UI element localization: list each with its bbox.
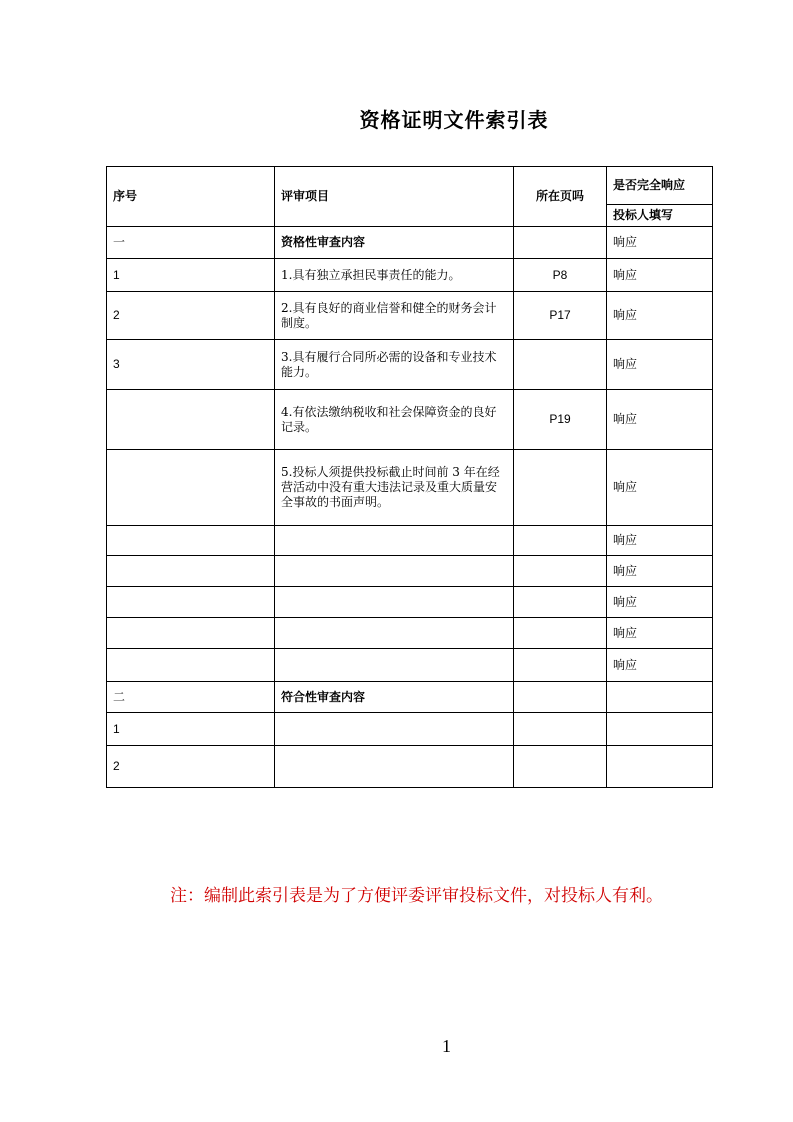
response-cell: 响应 — [607, 556, 713, 587]
response-cell — [607, 746, 713, 788]
item-cell — [275, 713, 514, 746]
item-cell — [275, 556, 514, 587]
item-cell — [275, 587, 514, 618]
seq-cell — [107, 450, 275, 526]
table-row — [107, 450, 713, 526]
seq-cell — [107, 390, 275, 450]
header-response: 是否完全响应 — [607, 167, 713, 205]
seq-cell: 2 — [107, 746, 275, 788]
page-number: 1 — [442, 1036, 451, 1056]
response-cell: 响应 — [607, 587, 713, 618]
table-row — [107, 259, 713, 292]
table-row — [107, 713, 713, 746]
response-cell — [607, 713, 713, 746]
item-cell: 2.具有良好的商业信誉和健全的财务会计制度。 — [275, 292, 514, 340]
response-cell: 响应 — [607, 649, 713, 682]
header-filled-by-bidder: 投标人填写 — [607, 205, 713, 227]
header-page: 所在页吗 — [514, 167, 607, 227]
item-cell: 1.具有独立承担民事责任的能力。 — [275, 259, 514, 292]
table-row — [107, 227, 713, 259]
table-row — [107, 526, 713, 556]
page-cell: P17 — [514, 292, 607, 340]
page-cell — [514, 682, 607, 713]
table-row — [107, 390, 713, 450]
seq-cell: 1 — [107, 713, 275, 746]
header-seq: 序号 — [107, 167, 275, 227]
page-cell — [514, 450, 607, 526]
table-row — [107, 556, 713, 587]
page-cell — [514, 649, 607, 682]
response-cell: 响应 — [607, 292, 713, 340]
footnote: 注：编制此索引表是为了方便评委评审投标文件，对投标人有利。 — [170, 886, 663, 906]
seq-cell: 二 — [107, 682, 275, 713]
seq-cell — [107, 556, 275, 587]
table-row — [107, 587, 713, 618]
qualification-index-table — [106, 166, 713, 788]
seq-cell: 3 — [107, 340, 275, 390]
table-row — [107, 649, 713, 682]
page-cell — [514, 713, 607, 746]
seq-cell — [107, 618, 275, 649]
page-cell — [514, 556, 607, 587]
response-cell: 响应 — [607, 340, 713, 390]
page-cell: P19 — [514, 390, 607, 450]
page-cell — [514, 526, 607, 556]
seq-cell — [107, 587, 275, 618]
seq-cell — [107, 526, 275, 556]
document-title: 资格证明文件索引表 — [359, 108, 549, 132]
response-cell: 响应 — [607, 390, 713, 450]
item-cell: 符合性审查内容 — [275, 682, 514, 713]
response-cell: 响应 — [607, 259, 713, 292]
table-row — [107, 340, 713, 390]
table-row — [107, 682, 713, 713]
table-row — [107, 618, 713, 649]
seq-cell: 一 — [107, 227, 275, 259]
item-cell — [275, 526, 514, 556]
page-cell — [514, 227, 607, 259]
response-cell: 响应 — [607, 618, 713, 649]
item-cell — [275, 746, 514, 788]
item-cell — [275, 618, 514, 649]
response-cell: 响应 — [607, 526, 713, 556]
page-cell — [514, 340, 607, 390]
item-cell: 3.具有履行合同所必需的设备和专业技术能力。 — [275, 340, 514, 390]
seq-cell: 2 — [107, 292, 275, 340]
table-row — [107, 746, 713, 788]
page-cell — [514, 746, 607, 788]
page-cell — [514, 618, 607, 649]
response-cell — [607, 682, 713, 713]
response-cell: 响应 — [607, 450, 713, 526]
item-cell: 资格性审查内容 — [275, 227, 514, 259]
table-row — [107, 292, 713, 340]
response-cell: 响应 — [607, 227, 713, 259]
item-cell: 4.有依法缴纳税收和社会保障资金的良好记录。 — [275, 390, 514, 450]
item-cell — [275, 649, 514, 682]
page-cell — [514, 587, 607, 618]
item-cell: 5.投标人须提供投标截止时间前 3 年在经营活动中没有重大违法记录及重大质量安全事故的书面声明。 — [275, 450, 514, 526]
seq-cell: 1 — [107, 259, 275, 292]
seq-cell — [107, 649, 275, 682]
page-cell: P8 — [514, 259, 607, 292]
header-item: 评审项目 — [275, 167, 514, 227]
